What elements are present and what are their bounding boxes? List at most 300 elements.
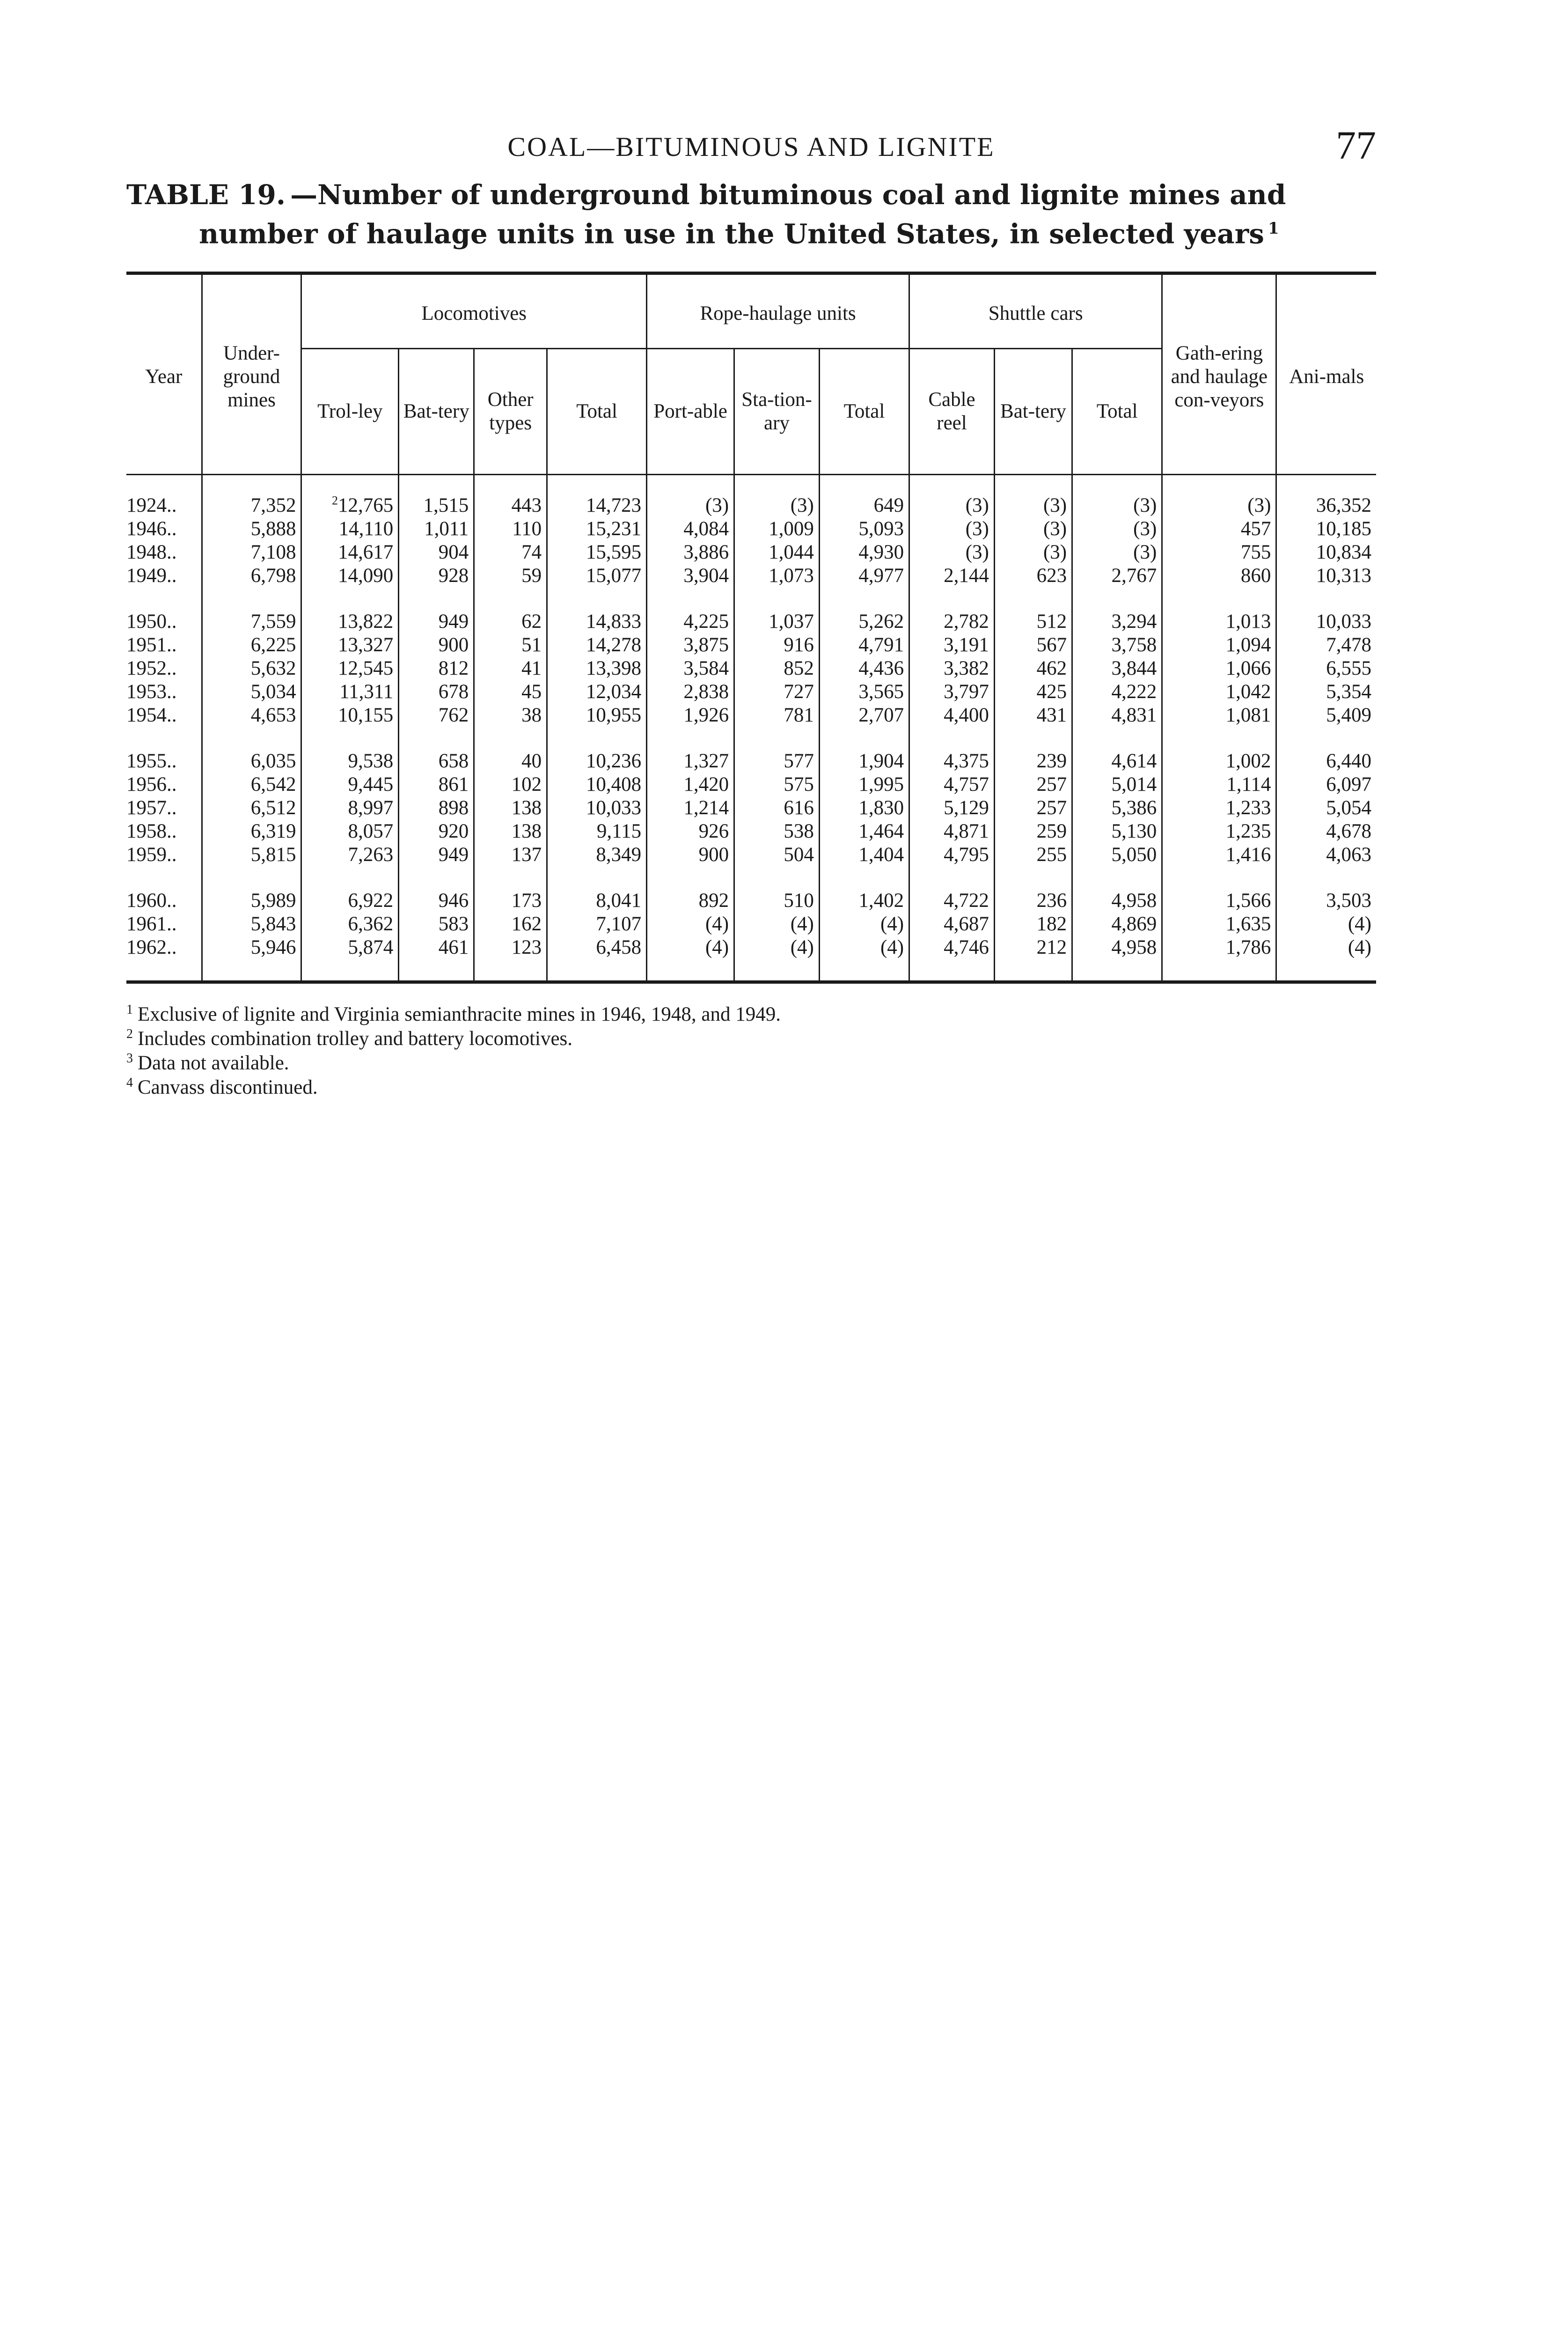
data-table <box>126 272 1376 984</box>
stationary-cell: (4) <box>734 913 820 936</box>
header-loco-total: Total <box>547 349 647 475</box>
cable-reel-cell: 4,757 <box>909 773 995 796</box>
loco-battery-cell: 920 <box>399 820 474 843</box>
rope-total-cell: 1,404 <box>819 843 909 867</box>
footnote-text: Exclusive of lignite and Virginia semianthracite mines in 1946, 1948, and 1949. <box>138 1003 781 1026</box>
animals-cell: (4) <box>1276 936 1376 982</box>
stationary-cell: 616 <box>734 796 820 820</box>
portable-cell: 3,904 <box>647 564 734 588</box>
spacer-cell <box>1162 727 1276 750</box>
portable-cell: 892 <box>647 889 734 913</box>
portable-cell: (3) <box>647 475 734 518</box>
year-cell: 1951.. <box>126 634 177 656</box>
spacer-cell <box>647 867 734 889</box>
cable-reel-cell: 3,191 <box>909 633 995 657</box>
trolley-value: 12,545 <box>338 657 394 680</box>
trolley-value: 9,538 <box>348 750 394 773</box>
shuttle-battery-cell: 239 <box>994 750 1072 773</box>
table-row <box>126 704 1376 727</box>
shuttle-total-cell: 4,614 <box>1072 750 1162 773</box>
table-row <box>126 680 1376 704</box>
cable-reel-cell: 4,375 <box>909 750 995 773</box>
table-row <box>126 820 1376 843</box>
animals-cell: 6,555 <box>1276 657 1376 680</box>
trolley-value: 7,263 <box>348 844 394 866</box>
underground-mines-cell: 6,035 <box>202 750 301 773</box>
loco-total-cell: 8,041 <box>547 889 647 913</box>
trolley-cell <box>301 843 399 867</box>
other-types-cell: 62 <box>474 610 547 633</box>
stationary-cell: 781 <box>734 704 820 727</box>
spacer-cell <box>301 867 399 889</box>
header-shuttle-battery: Bat-tery <box>994 349 1072 475</box>
animals-cell: 36,352 <box>1276 475 1376 518</box>
underground-mines-cell: 6,542 <box>202 773 301 796</box>
cable-reel-cell: 4,871 <box>909 820 995 843</box>
loco-battery-cell: 1,011 <box>399 517 474 541</box>
animals-cell: 5,054 <box>1276 796 1376 820</box>
year-cell: 1946.. <box>126 518 177 540</box>
rope-total-cell: (4) <box>819 936 909 982</box>
trolley-cell <box>301 657 399 680</box>
trolley-value: 6,922 <box>348 890 394 912</box>
underground-mines-cell: 6,225 <box>202 633 301 657</box>
spacer-cell <box>399 867 474 889</box>
trolley-cell <box>301 564 399 588</box>
loco-battery-cell: 904 <box>399 541 474 564</box>
footnote <box>126 1002 1376 1027</box>
header-trolley: Trol-ley <box>301 349 399 475</box>
animals-cell: 10,834 <box>1276 541 1376 564</box>
header-shuttle-cars: Shuttle cars <box>909 273 1162 349</box>
year-cell: 1924.. <box>126 494 177 517</box>
header-loco-battery: Bat-tery <box>399 349 474 475</box>
portable-cell: 3,875 <box>647 633 734 657</box>
other-types-cell: 41 <box>474 657 547 680</box>
shuttle-total-cell: 5,050 <box>1072 843 1162 867</box>
group-spacer <box>126 588 1376 610</box>
stationary-cell: 577 <box>734 750 820 773</box>
table-row <box>126 773 1376 796</box>
stationary-cell: 1,044 <box>734 541 820 564</box>
spacer-cell <box>399 588 474 610</box>
loco-total-cell: 13,398 <box>547 657 647 680</box>
stationary-cell: 852 <box>734 657 820 680</box>
gathering-cell: 1,416 <box>1162 843 1276 867</box>
footnote-number: 3 <box>126 1051 133 1066</box>
loco-total-cell: 10,236 <box>547 750 647 773</box>
running-title: COAL—BITUMINOUS AND LIGNITE <box>507 132 995 162</box>
cable-reel-cell: (3) <box>909 541 995 564</box>
shuttle-total-cell: 4,869 <box>1072 913 1162 936</box>
table-row <box>126 657 1376 680</box>
header-shuttle-total: Total <box>1072 349 1162 475</box>
portable-cell: 1,214 <box>647 796 734 820</box>
header-cable-reel: Cable reel <box>909 349 995 475</box>
stationary-cell: 1,037 <box>734 610 820 633</box>
year-cell: 1950.. <box>126 611 177 633</box>
loco-total-cell: 10,955 <box>547 704 647 727</box>
table-row <box>126 843 1376 867</box>
underground-mines-cell: 7,559 <box>202 610 301 633</box>
animals-cell: 3,503 <box>1276 889 1376 913</box>
footnote-text: Data not available. <box>138 1052 289 1075</box>
gathering-cell: 1,235 <box>1162 820 1276 843</box>
table-row <box>126 564 1376 588</box>
header-animals: Ani-mals <box>1276 273 1376 475</box>
stationary-cell: 510 <box>734 889 820 913</box>
stationary-cell: 575 <box>734 773 820 796</box>
table-label: TABLE 19. <box>126 179 286 211</box>
rope-total-cell: 1,904 <box>819 750 909 773</box>
loco-total-cell: 6,458 <box>547 936 647 982</box>
spacer-cell <box>301 588 399 610</box>
spacer-cell <box>819 867 909 889</box>
portable-cell: 4,225 <box>647 610 734 633</box>
gathering-cell: 755 <box>1162 541 1276 564</box>
shuttle-battery-cell: 236 <box>994 889 1072 913</box>
table-row <box>126 913 1376 936</box>
trolley-value: 14,090 <box>338 565 394 587</box>
loco-battery-cell: 812 <box>399 657 474 680</box>
cable-reel-cell: 4,722 <box>909 889 995 913</box>
other-types-cell: 110 <box>474 517 547 541</box>
other-types-cell: 173 <box>474 889 547 913</box>
spacer-cell <box>474 727 547 750</box>
animals-cell: 4,678 <box>1276 820 1376 843</box>
rope-total-cell: 1,402 <box>819 889 909 913</box>
loco-battery-cell: 900 <box>399 633 474 657</box>
shuttle-total-cell: 2,767 <box>1072 564 1162 588</box>
year-cell: 1954.. <box>126 704 177 727</box>
loco-total-cell: 10,408 <box>547 773 647 796</box>
spacer-cell <box>301 727 399 750</box>
shuttle-total-cell: 3,758 <box>1072 633 1162 657</box>
header-gathering-conveyors: Gath-ering and haulage con-veyors <box>1162 273 1276 475</box>
animals-cell: 4,063 <box>1276 843 1376 867</box>
shuttle-battery-cell: 212 <box>994 936 1072 982</box>
spacer-cell <box>909 727 995 750</box>
spacer-cell <box>126 867 202 889</box>
year-cell: 1960.. <box>126 890 177 912</box>
other-types-cell: 138 <box>474 820 547 843</box>
shuttle-total-cell: 5,014 <box>1072 773 1162 796</box>
header-stationary: Sta-tion-ary <box>734 349 820 475</box>
table-row <box>126 633 1376 657</box>
footnote-number: 4 <box>126 1075 133 1090</box>
rope-total-cell: 4,436 <box>819 657 909 680</box>
header-other-types: Other types <box>474 349 547 475</box>
loco-total-cell: 12,034 <box>547 680 647 704</box>
stationary-cell: 1,009 <box>734 517 820 541</box>
shuttle-battery-cell: 259 <box>994 820 1072 843</box>
trolley-cell <box>301 704 399 727</box>
loco-battery-cell: 658 <box>399 750 474 773</box>
footnote <box>126 1075 1376 1100</box>
gathering-cell: 1,786 <box>1162 936 1276 982</box>
spacer-cell <box>547 867 647 889</box>
cable-reel-cell: 2,782 <box>909 610 995 633</box>
animals-cell: (4) <box>1276 913 1376 936</box>
spacer-cell <box>994 867 1072 889</box>
animals-cell: 5,354 <box>1276 680 1376 704</box>
loco-battery-cell: 762 <box>399 704 474 727</box>
spacer-cell <box>474 588 547 610</box>
rope-total-cell: 1,995 <box>819 773 909 796</box>
spacer-cell <box>474 867 547 889</box>
rope-total-cell: 1,464 <box>819 820 909 843</box>
page-number: 77 <box>1336 123 1376 168</box>
portable-cell: (4) <box>647 913 734 936</box>
underground-mines-cell: 6,798 <box>202 564 301 588</box>
portable-cell: 926 <box>647 820 734 843</box>
shuttle-battery-cell: 182 <box>994 913 1072 936</box>
gathering-cell: (3) <box>1162 475 1276 518</box>
year-cell: 1958.. <box>126 820 177 843</box>
spacer-cell <box>647 588 734 610</box>
portable-cell: 4,084 <box>647 517 734 541</box>
header-rope-total: Total <box>819 349 909 475</box>
group-spacer <box>126 727 1376 750</box>
trolley-value: 14,617 <box>338 541 394 564</box>
year-cell: 1957.. <box>126 797 177 819</box>
underground-mines-cell: 5,815 <box>202 843 301 867</box>
loco-battery-cell: 678 <box>399 680 474 704</box>
table-row <box>126 475 1376 518</box>
gathering-cell: 1,002 <box>1162 750 1276 773</box>
gathering-cell: 1,566 <box>1162 889 1276 913</box>
cable-reel-cell: 5,129 <box>909 796 995 820</box>
stationary-cell: 538 <box>734 820 820 843</box>
spacer-cell <box>734 867 820 889</box>
year-cell: 1952.. <box>126 657 177 680</box>
spacer-cell <box>126 727 202 750</box>
portable-cell: 1,926 <box>647 704 734 727</box>
animals-cell: 10,313 <box>1276 564 1376 588</box>
table-row <box>126 889 1376 913</box>
loco-battery-cell: 861 <box>399 773 474 796</box>
shuttle-battery-cell: 425 <box>994 680 1072 704</box>
shuttle-total-cell: 4,222 <box>1072 680 1162 704</box>
header-underground-mines: Under-ground mines <box>202 273 301 475</box>
loco-total-cell: 15,595 <box>547 541 647 564</box>
table-row <box>126 517 1376 541</box>
other-types-cell: 102 <box>474 773 547 796</box>
shuttle-battery-cell: 257 <box>994 773 1072 796</box>
loco-battery-cell: 583 <box>399 913 474 936</box>
table-row <box>126 610 1376 633</box>
trolley-value: 11,311 <box>339 681 394 703</box>
rope-total-cell: 2,707 <box>819 704 909 727</box>
trolley-value: 5,874 <box>348 936 394 959</box>
cable-reel-cell: 4,687 <box>909 913 995 936</box>
underground-mines-cell: 5,888 <box>202 517 301 541</box>
stationary-cell: 727 <box>734 680 820 704</box>
portable-cell: 3,886 <box>647 541 734 564</box>
shuttle-battery-cell: (3) <box>994 517 1072 541</box>
trolley-footnote-ref: 2 <box>332 494 338 508</box>
portable-cell: 3,584 <box>647 657 734 680</box>
shuttle-battery-cell: 462 <box>994 657 1072 680</box>
loco-battery-cell: 949 <box>399 610 474 633</box>
rope-total-cell: 649 <box>819 475 909 518</box>
gathering-cell: 1,094 <box>1162 633 1276 657</box>
trolley-value: 6,362 <box>348 913 394 935</box>
trolley-value: 10,155 <box>338 704 394 727</box>
portable-cell: 900 <box>647 843 734 867</box>
cable-reel-cell: 2,144 <box>909 564 995 588</box>
trolley-cell <box>301 913 399 936</box>
spacer-cell <box>647 727 734 750</box>
animals-cell: 6,440 <box>1276 750 1376 773</box>
trolley-cell <box>301 820 399 843</box>
spacer-cell <box>1276 588 1376 610</box>
shuttle-total-cell: 3,844 <box>1072 657 1162 680</box>
year-cell: 1948.. <box>126 541 177 564</box>
table-header <box>126 273 1376 475</box>
trolley-cell <box>301 796 399 820</box>
rope-total-cell: 4,930 <box>819 541 909 564</box>
loco-total-cell: 15,077 <box>547 564 647 588</box>
rope-total-cell: 1,830 <box>819 796 909 820</box>
cable-reel-cell: 4,746 <box>909 936 995 982</box>
gathering-cell: 1,042 <box>1162 680 1276 704</box>
trolley-value: 14,110 <box>338 518 394 540</box>
title-footnote-ref: 1 <box>1268 219 1279 238</box>
table-title-line-2 <box>126 212 1376 250</box>
underground-mines-cell: 7,108 <box>202 541 301 564</box>
other-types-cell: 138 <box>474 796 547 820</box>
gathering-cell: 457 <box>1162 517 1276 541</box>
animals-cell: 6,097 <box>1276 773 1376 796</box>
shuttle-battery-cell: 567 <box>994 633 1072 657</box>
spacer-cell <box>734 727 820 750</box>
loco-total-cell: 9,115 <box>547 820 647 843</box>
trolley-cell <box>301 541 399 564</box>
loco-total-cell: 14,723 <box>547 475 647 518</box>
stationary-cell: 916 <box>734 633 820 657</box>
year-cell: 1953.. <box>126 681 177 703</box>
cable-reel-cell: (3) <box>909 517 995 541</box>
footnote-number: 2 <box>126 1027 133 1041</box>
year-cell: 1961.. <box>126 913 177 935</box>
cable-reel-cell: 4,795 <box>909 843 995 867</box>
gathering-cell: 1,066 <box>1162 657 1276 680</box>
other-types-cell: 40 <box>474 750 547 773</box>
rope-total-cell: 4,791 <box>819 633 909 657</box>
cable-reel-cell: 3,382 <box>909 657 995 680</box>
shuttle-battery-cell: 255 <box>994 843 1072 867</box>
shuttle-battery-cell: 257 <box>994 796 1072 820</box>
header-locomotives: Locomotives <box>301 273 647 349</box>
footnote <box>126 1027 1376 1051</box>
loco-total-cell: 14,833 <box>547 610 647 633</box>
trolley-cell <box>301 610 399 633</box>
stationary-cell: (3) <box>734 475 820 518</box>
footnotes <box>126 1002 1376 1100</box>
rope-total-cell: 3,565 <box>819 680 909 704</box>
other-types-cell: 443 <box>474 475 547 518</box>
loco-total-cell: 7,107 <box>547 913 647 936</box>
loco-total-cell: 15,231 <box>547 517 647 541</box>
underground-mines-cell: 6,512 <box>202 796 301 820</box>
gathering-cell: 1,233 <box>1162 796 1276 820</box>
loco-battery-cell: 461 <box>399 936 474 982</box>
loco-total-cell: 10,033 <box>547 796 647 820</box>
rope-total-cell: 4,977 <box>819 564 909 588</box>
spacer-cell <box>1072 867 1162 889</box>
gathering-cell: 1,114 <box>1162 773 1276 796</box>
trolley-value: 8,057 <box>348 820 394 843</box>
trolley-cell <box>301 936 399 982</box>
gathering-cell: 1,081 <box>1162 704 1276 727</box>
table-body <box>126 475 1376 982</box>
stationary-cell: 504 <box>734 843 820 867</box>
portable-cell: 2,838 <box>647 680 734 704</box>
spacer-cell <box>1162 867 1276 889</box>
year-cell: 1955.. <box>126 750 177 773</box>
underground-mines-cell: 5,632 <box>202 657 301 680</box>
spacer-cell <box>1162 588 1276 610</box>
other-types-cell: 45 <box>474 680 547 704</box>
trolley-cell <box>301 633 399 657</box>
spacer-cell <box>994 588 1072 610</box>
rope-total-cell: 5,262 <box>819 610 909 633</box>
underground-mines-cell: 6,319 <box>202 820 301 843</box>
cable-reel-cell: (3) <box>909 475 995 518</box>
shuttle-battery-cell: (3) <box>994 475 1072 518</box>
year-cell: 1962.. <box>126 936 202 982</box>
trolley-value: 9,445 <box>348 773 394 796</box>
rope-total-cell: 5,093 <box>819 517 909 541</box>
table-title-text-1: —Number of underground bituminous coal and lignite mines and <box>290 179 1286 211</box>
portable-cell: 1,327 <box>647 750 734 773</box>
year-cell: 1956.. <box>126 773 177 796</box>
shuttle-battery-cell: 512 <box>994 610 1072 633</box>
shuttle-total-cell: (3) <box>1072 517 1162 541</box>
shuttle-total-cell: (3) <box>1072 541 1162 564</box>
spacer-cell <box>1072 588 1162 610</box>
portable-cell: 1,420 <box>647 773 734 796</box>
spacer-cell <box>547 727 647 750</box>
cable-reel-cell: 3,797 <box>909 680 995 704</box>
underground-mines-cell: 5,946 <box>202 936 301 982</box>
loco-total-cell: 14,278 <box>547 633 647 657</box>
animals-cell: 7,478 <box>1276 633 1376 657</box>
year-cell: 1959.. <box>126 844 177 866</box>
shuttle-total-cell: 5,130 <box>1072 820 1162 843</box>
shuttle-total-cell: 4,958 <box>1072 889 1162 913</box>
shuttle-battery-cell: 431 <box>994 704 1072 727</box>
spacer-cell <box>819 588 909 610</box>
other-types-cell: 74 <box>474 541 547 564</box>
spacer-cell <box>994 727 1072 750</box>
trolley-cell <box>301 889 399 913</box>
page <box>126 117 1376 1100</box>
table-row <box>126 796 1376 820</box>
other-types-cell: 162 <box>474 913 547 936</box>
header-year: Year <box>126 273 202 475</box>
footnote <box>126 1051 1376 1075</box>
trolley-value: 13,822 <box>338 611 394 633</box>
year-cell: 1949.. <box>126 565 177 587</box>
trolley-value: 8,997 <box>348 797 394 819</box>
other-types-cell: 51 <box>474 633 547 657</box>
table-row <box>126 541 1376 564</box>
underground-mines-cell: 5,034 <box>202 680 301 704</box>
spacer-cell <box>1276 867 1376 889</box>
trolley-cell <box>301 750 399 773</box>
